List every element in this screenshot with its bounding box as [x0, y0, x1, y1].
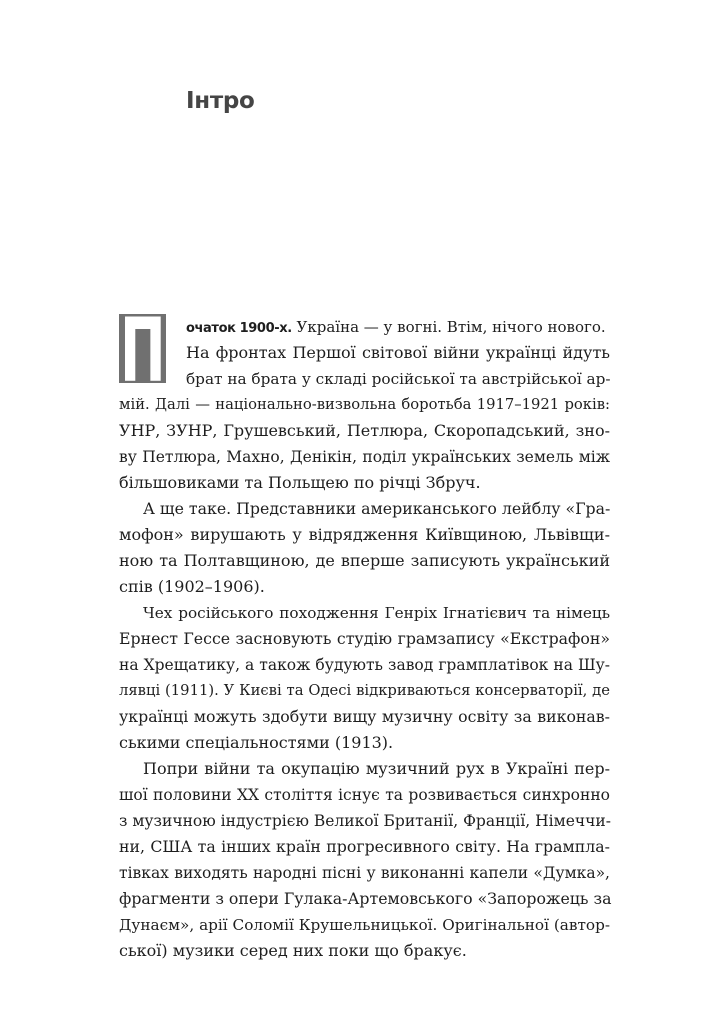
- text-line: ни, США та інших країн прогресивного світу. На грампла-: [119, 837, 610, 856]
- text-line: Дунаєм», арії Соломії Крушельницької. Оригінальної (автор-: [119, 916, 610, 934]
- text-line: На фронтах Першої світової війни українці йдуть: [186, 343, 610, 362]
- text-line: ської) музики серед них поки що бракує.: [119, 941, 467, 960]
- text-line: очаток 1900-х. Україна — у вогні. Втім, нічого нового.: [186, 318, 606, 336]
- text-line: більшовиками та Польщею по річці Збруч.: [119, 473, 481, 492]
- text-line: лявці (1911). У Києві та Одесі відкриваються консерваторії, де: [119, 682, 610, 699]
- drop-cap: [119, 314, 166, 383]
- text-line: ву Петлюра, Махно, Денікін, поділ українських земель між: [119, 448, 610, 466]
- text-line: мій. Далі — національно-визвольна боротьба 1917–1921 років:: [119, 396, 610, 413]
- text-line: фрагменти з опери Гулака-Артемовського «Запорожець за: [119, 889, 612, 908]
- text-line: шої половини ХХ століття існує та розвивається синхронно: [119, 786, 610, 804]
- text-line: ськими спеціальностями (1913).: [119, 733, 394, 752]
- text-line: Чех російського походження Генріх Ігнатієвич та німець: [143, 604, 610, 622]
- chapter-title: Інтро: [186, 88, 255, 114]
- text-line: з музичною індустрією Великої Британії, Франції, Німеччи-: [119, 812, 611, 830]
- text-line: спів (1902–1906).: [119, 577, 265, 596]
- lead-in-text: очаток 1900-х.: [186, 321, 292, 336]
- text-line: тівках виходять народні пісні у виконанні капели «Думка»,: [119, 864, 610, 882]
- text-line: на Хрещатику, а також будують завод грамплатівок на Шу-: [119, 656, 610, 674]
- drop-cap-letter: П: [119, 314, 166, 383]
- text-line: УНР, ЗУНР, Грушевський, Петлюра, Скоропадський, зно-: [119, 421, 610, 440]
- text-line: Попри війни та окупацію музичний рух в Україні пер-: [143, 759, 610, 778]
- text-line: Ернест Гессе засновують студію грамзапису «Екстрафон»: [119, 629, 610, 648]
- text-line: брат на брата у складі російської та австрійської ар-: [186, 370, 611, 388]
- text-line: А ще таке. Представники американського лейблу «Гра-: [143, 499, 611, 518]
- text-line: українці можуть здобути вищу музичну освіту за виконав-: [119, 707, 610, 726]
- text-line: ною та Полтавщиною, де вперше записують український: [119, 551, 610, 570]
- text-line: мофон» вирушають у відрядження Київщиною, Львівщи-: [119, 525, 610, 544]
